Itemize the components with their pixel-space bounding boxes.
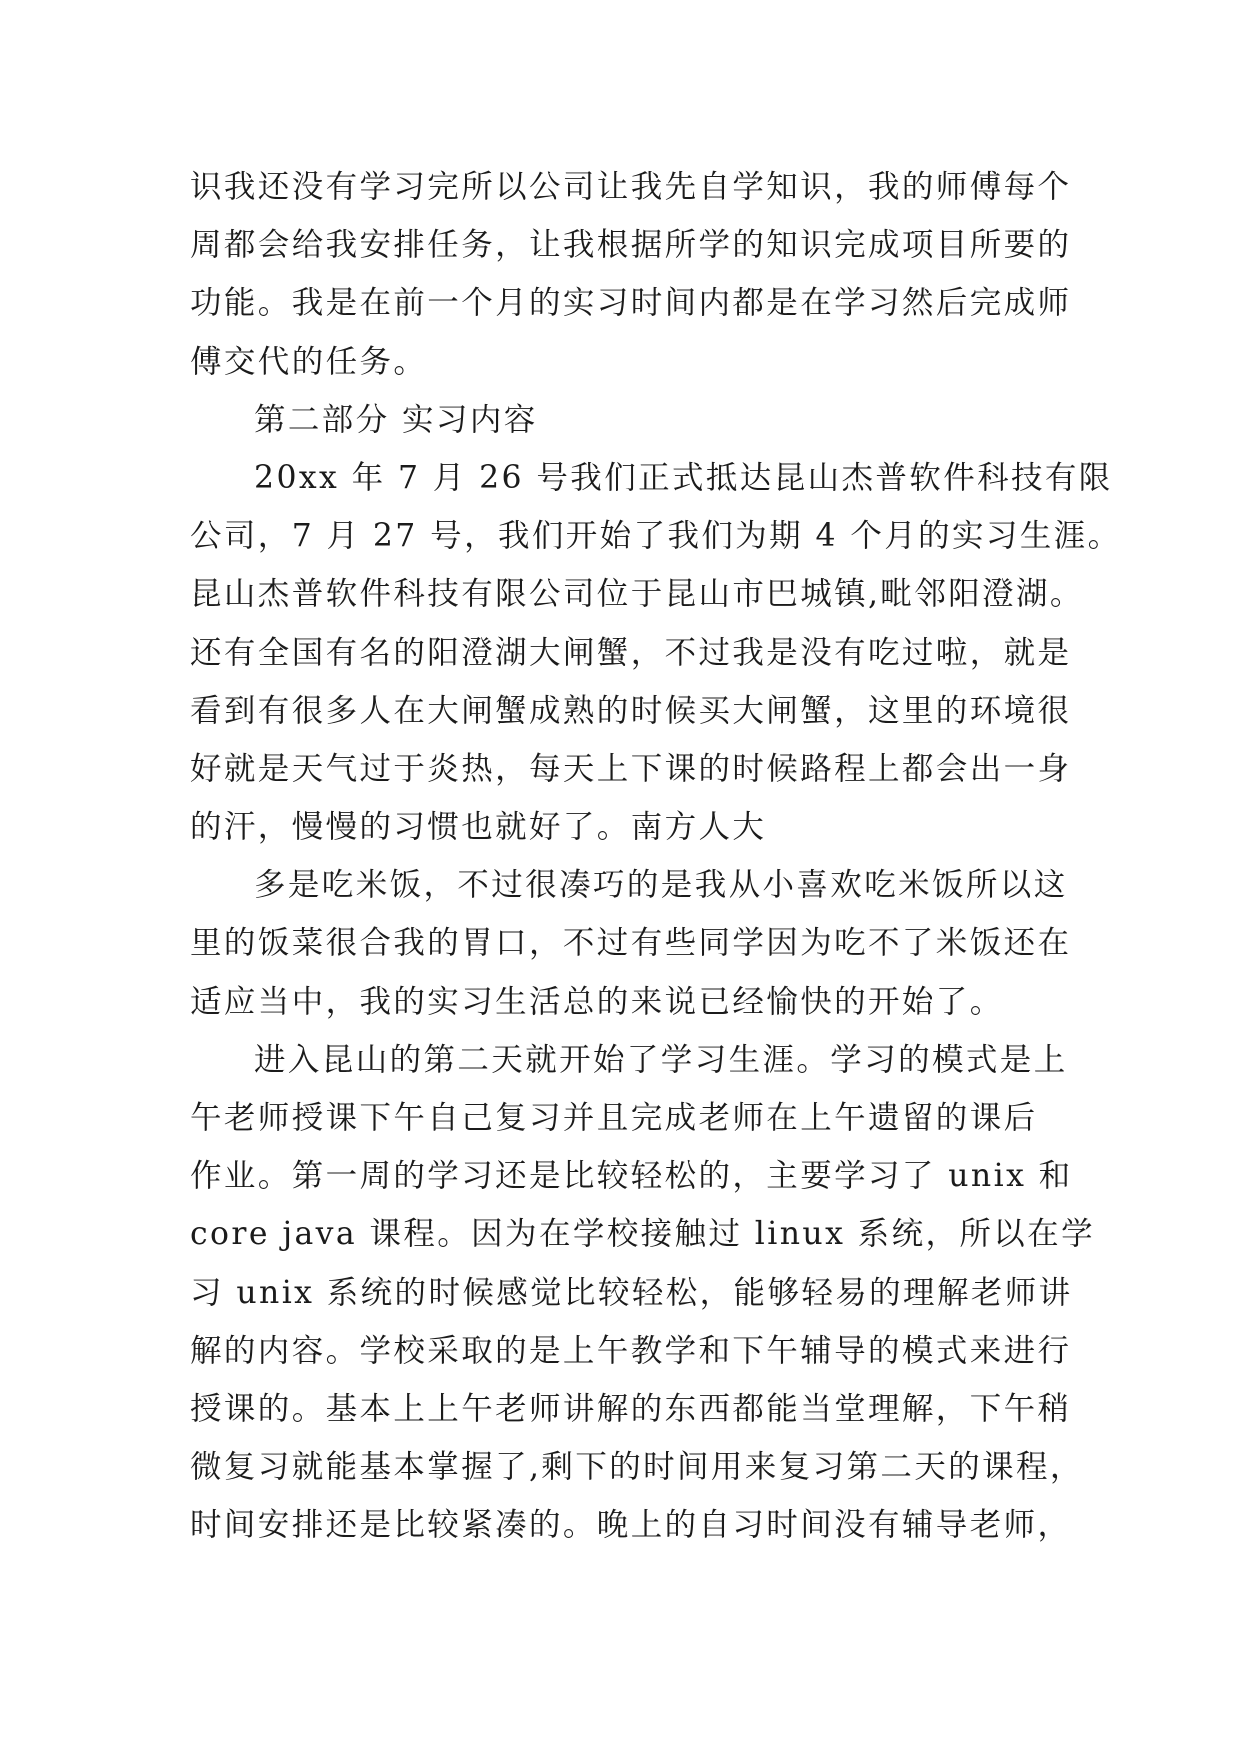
text-line: 适应当中，我的实习生活总的来说已经愉快的开始了。: [190, 983, 1004, 1020]
text-line: 习 unix 系统的时候感觉比较轻松，能够轻易的理解老师讲: [190, 1274, 1073, 1311]
text-line: 还有全国有名的阳澄湖大闸蟹，不过我是没有吃过啦，就是: [190, 634, 1072, 671]
text-line: 时间安排还是比较紧凑的。晚上的自习时间没有辅导老师，: [190, 1507, 1072, 1544]
text-line: 多是吃米饭，不过很凑巧的是我从小喜欢吃米饭所以这: [254, 867, 1068, 904]
text-line: 看到有很多人在大闸蟹成熟的时候买大闸蟹，这里的环境很: [190, 692, 1072, 729]
document-body: [190, 158, 1122, 1555]
text-line: 好就是天气过于炎热，每天上下课的时候路程上都会出一身: [190, 750, 1072, 787]
text-line: 识我还没有学习完所以公司让我先自学知识，我的师傅每个: [190, 169, 1072, 205]
text-line: 作业。第一周的学习还是比较轻松的，主要学习了 unix 和: [190, 1158, 1073, 1195]
text-line: core java 课程。因为在学校接触过 linux 系统，所以在学: [190, 1216, 1095, 1253]
text-line: 公司，7 月 27 号，我们开始了我们为期 4 个月的实习生涯。: [190, 518, 1122, 555]
text-line: 授课的。基本上上午老师讲解的东西都能当堂理解，下午稍: [190, 1390, 1072, 1427]
text-line: 周都会给我安排任务，让我根据所学的知识完成项目所要的: [190, 227, 1072, 264]
text-line: 微复习就能基本掌握了,剩下的时间用来复习第二天的课程，: [190, 1449, 1084, 1486]
text-line: 的汗，慢慢的习惯也就好了。南方人大: [190, 809, 767, 846]
text-line: 午老师授课下午自己复习并且完成老师在上午遗留的课后: [190, 1100, 1038, 1136]
text-line: 傅交代的任务。: [190, 343, 428, 380]
section-heading: 第二部分 实习内容: [254, 401, 538, 438]
text-line: 功能。我是在前一个月的实习时间内都是在学习然后完成师: [190, 285, 1072, 322]
text-line: 里的饭菜很合我的胃口，不过有些同学因为吃不了米饭还在: [190, 925, 1072, 962]
text-line: 昆山杰普软件科技有限公司位于昆山市巴城镇,毗邻阳澄湖。: [190, 576, 1084, 613]
text-line: 20xx 年 7 月 26 号我们正式抵达昆山杰普软件科技有限: [254, 459, 1113, 496]
text-line: 解的内容。学校采取的是上午教学和下午辅导的模式来进行: [190, 1332, 1072, 1369]
text-line: 进入昆山的第二天就开始了学习生涯。学习的模式是上: [254, 1041, 1068, 1078]
